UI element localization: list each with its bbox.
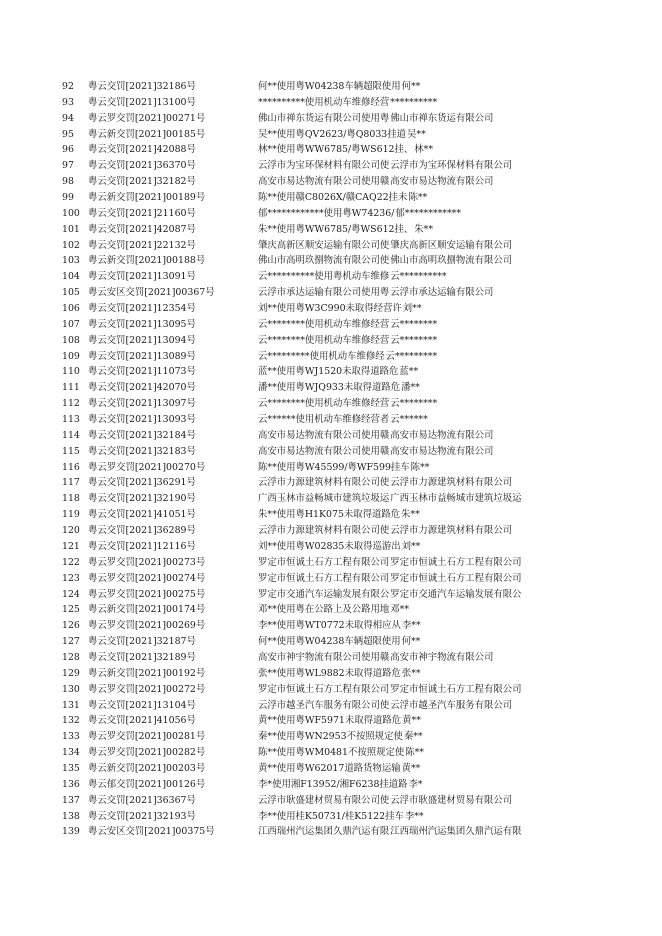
table-row	[0, 475, 662, 491]
case-description	[258, 174, 578, 190]
party-name: 罗定市恒诚土石方工程有限公司	[390, 556, 522, 568]
penalty-document-number: 粤云郁交罚[2021]00126号	[88, 778, 206, 790]
party-name: 陈**	[410, 461, 430, 473]
party-name: 罗定市恒诚土石方工程有限公司	[390, 683, 522, 695]
table-row	[0, 364, 662, 380]
row-number: 123	[62, 572, 80, 584]
row-number: 105	[62, 287, 80, 299]
case-description	[258, 285, 578, 301]
party-name: 何**	[401, 636, 421, 648]
case-description	[258, 111, 578, 127]
violation-summary: 云浮市越圣汽车服务有限公司使	[258, 699, 390, 711]
case-description	[258, 793, 578, 809]
penalty-document-number: 粤云交罚[2021]13094号	[88, 334, 196, 346]
case-description	[258, 587, 578, 603]
row-number: 119	[62, 509, 80, 521]
penalty-document-number: 粤云新交罚[2021]00188号	[88, 255, 206, 267]
penalty-document-number: 粤云交罚[2021]12116号	[88, 540, 196, 552]
party-name: 佛山市禅东货运有限公司	[390, 112, 494, 124]
case-description	[258, 761, 578, 777]
party-name: 高安市神宇物流有限公司	[390, 651, 494, 663]
party-name: 蓝**	[399, 366, 419, 378]
violation-summary: 高安市易达物流有限公司使用赣	[258, 429, 390, 441]
row-number: 93	[62, 96, 74, 108]
penalty-document-number: 粤云交罚[2021]12354号	[88, 303, 196, 315]
case-description	[258, 777, 578, 793]
case-description	[258, 269, 578, 285]
violation-summary: 云********使用机动车维修经营	[258, 334, 390, 346]
table-row	[0, 682, 662, 698]
violation-summary: 黄**使用粤WF5971未取得道路危	[258, 715, 402, 727]
penalty-document-number: 粤云交罚[2021]41056号	[88, 715, 196, 727]
case-description	[258, 444, 578, 460]
penalty-document-number: 粤云新交罚[2021]00189号	[88, 192, 206, 204]
party-name: 高安市易达物流有限公司	[390, 445, 494, 457]
party-name: 李*	[408, 778, 423, 790]
violation-summary: 何**使用粤W04238车辆超限使用	[258, 636, 401, 648]
violation-summary: 云**********使用粤机动车维修	[258, 271, 390, 283]
case-description	[258, 555, 578, 571]
penalty-document-number: 粤云罗交罚[2021]00282号	[88, 747, 206, 759]
case-description	[258, 142, 578, 158]
row-number: 102	[62, 239, 80, 251]
row-number: 138	[62, 810, 80, 822]
penalty-document-number: 粤云交罚[2021]13093号	[88, 414, 196, 426]
violation-summary: 陈**使用粤WM0481不按照规定使	[258, 747, 405, 759]
row-number: 92	[62, 81, 74, 92]
penalty-document-number: 粤云交罚[2021]11073号	[88, 366, 196, 378]
penalty-document-number: 粤云罗交罚[2021]00271号	[88, 112, 206, 124]
table-row	[0, 206, 662, 222]
party-name: 广西玉林市益畅城市建筑垃圾运	[390, 493, 522, 505]
penalty-document-number: 粤云交罚[2021]21160号	[88, 207, 196, 219]
violation-summary: 江西瑞州汽运集团久鼎汽运有限	[258, 826, 390, 838]
case-description	[258, 333, 578, 349]
penalty-document-number: 粤云罗交罚[2021]00269号	[88, 620, 206, 632]
violation-summary: 云浮市耿盛建材贸易有限公司使	[258, 794, 390, 806]
row-number: 96	[62, 144, 74, 156]
violation-summary: 吴**使用粤QV2623/粤Q8033挂道	[258, 128, 407, 140]
violation-summary: 佛山市禅东货运有限公司使用粤	[258, 112, 390, 124]
row-number: 122	[62, 556, 80, 568]
row-number: 129	[62, 667, 80, 679]
penalty-document-number: 粤云罗交罚[2021]00274号	[88, 572, 206, 584]
party-name: 何**	[401, 81, 421, 92]
case-description	[258, 602, 578, 618]
violation-summary: 肇庆高新区顺安运输有限公司使	[258, 239, 390, 251]
penalty-document-number: 粤云交罚[2021]32193号	[88, 810, 196, 822]
table-row	[0, 555, 662, 571]
table-row	[0, 396, 662, 412]
row-number: 111	[62, 382, 80, 394]
party-name: 黄**	[402, 715, 421, 727]
table-row	[0, 602, 662, 618]
penalty-document-number: 粤云交罚[2021]36289号	[88, 525, 196, 537]
table-row	[0, 793, 662, 809]
row-number: 136	[62, 778, 80, 790]
party-name: 云*********	[385, 350, 438, 362]
party-name: 云浮市力源建筑材料有限公司	[390, 477, 513, 489]
row-number: 135	[62, 762, 80, 774]
violation-summary: 云********使用机动车维修经营	[258, 398, 390, 410]
penalty-document-number: 粤云交罚[2021]42087号	[88, 223, 196, 235]
case-description	[258, 650, 578, 666]
row-number: 127	[62, 636, 80, 648]
violation-summary: 云********使用机动车维修经营	[258, 318, 390, 330]
row-number: 108	[62, 334, 80, 346]
penalty-document-number: 粤云交罚[2021]13089号	[88, 350, 196, 362]
case-description	[258, 666, 578, 682]
penalty-document-number: 粤云安区交罚[2021]00367号	[88, 287, 215, 299]
party-name: 张**	[401, 667, 421, 679]
violation-summary: 罗定市恒诚土石方工程有限公司	[258, 556, 390, 568]
table-row	[0, 491, 662, 507]
penalty-document-number: 粤云交罚[2021]13097号	[88, 398, 196, 410]
violation-summary: 黄**使用粤W62017道路货物运输	[258, 762, 401, 774]
case-description	[258, 95, 578, 111]
penalty-document-number: 粤云罗交罚[2021]00275号	[88, 588, 206, 600]
table-row	[0, 222, 662, 238]
party-name: 佛山市高明玖捌物流有限公司	[390, 255, 513, 267]
party-name: **********	[390, 96, 438, 108]
row-number: 116	[62, 461, 80, 473]
party-name: 云浮市越圣汽车服务有限公司	[390, 699, 513, 711]
penalty-document-number: 粤云交罚[2021]42070号	[88, 382, 196, 394]
violation-summary: 李**使用粤WT0772未取得相应从	[258, 620, 401, 632]
penalty-document-number: 粤云交罚[2021]36367号	[88, 794, 196, 806]
table-row	[0, 412, 662, 428]
violation-summary: 何**使用粤W04238车辆超限使用	[258, 81, 401, 92]
row-number: 120	[62, 525, 80, 537]
row-number: 134	[62, 747, 80, 759]
party-name: 林**	[414, 144, 434, 156]
table-row	[0, 618, 662, 634]
row-number: 99	[62, 192, 74, 204]
table-row	[0, 111, 662, 127]
party-name: 云浮市为宝环保材料有限公司	[390, 160, 513, 172]
table-row	[0, 79, 662, 95]
case-description	[258, 238, 578, 254]
table-row	[0, 428, 662, 444]
penalty-document-number: 粤云交罚[2021]13095号	[88, 318, 196, 330]
table-row	[0, 142, 662, 158]
party-name: 肇庆高新区顺安运输有限公司	[390, 239, 513, 251]
case-description	[258, 634, 578, 650]
table-row	[0, 190, 662, 206]
table-row	[0, 824, 662, 840]
row-number: 133	[62, 731, 80, 743]
penalty-document-number: 粤云交罚[2021]42088号	[88, 144, 196, 156]
penalty-document-number: 粤云交罚[2021]32184号	[88, 429, 196, 441]
case-description	[258, 618, 578, 634]
violation-summary: 潘**使用粤WJQ933未取得道路危	[258, 382, 401, 394]
row-number: 103	[62, 255, 80, 267]
case-description	[258, 317, 578, 333]
row-number: 132	[62, 715, 80, 727]
penalty-document-number: 粤云新交罚[2021]00185号	[88, 128, 206, 140]
violation-summary: 李**使用桂K50731/桂K5122挂车	[258, 810, 404, 822]
row-number: 124	[62, 588, 80, 600]
party-name: 罗定市交通汽车运输发展有限公	[390, 588, 522, 600]
row-number: 126	[62, 620, 80, 632]
case-description	[258, 364, 578, 380]
violation-summary: 秦**使用粤WN2953不按照规定使	[258, 731, 403, 743]
case-description	[258, 475, 578, 491]
penalty-document-number: 粤云罗交罚[2021]00272号	[88, 683, 206, 695]
penalty-document-number: 粤云交罚[2021]13091号	[88, 271, 196, 283]
penalty-document-number: 粤云交罚[2021]32186号	[88, 81, 196, 92]
table-row	[0, 761, 662, 777]
violation-summary: 罗定市恒诚土石方工程有限公司	[258, 683, 390, 695]
table-row	[0, 777, 662, 793]
row-number: 106	[62, 303, 80, 315]
case-description	[258, 824, 578, 840]
table-row	[0, 269, 662, 285]
penalty-document-number: 粤云罗交罚[2021]00270号	[88, 461, 206, 473]
violation-summary: 佛山市高明玖捌物流有限公司使	[258, 255, 390, 267]
party-name: 高安市易达物流有限公司	[390, 176, 494, 188]
party-name: 陈**	[405, 747, 424, 759]
table-row	[0, 571, 662, 587]
case-description	[258, 158, 578, 174]
party-name: 云********	[390, 318, 438, 330]
case-description	[258, 380, 578, 396]
row-number: 118	[62, 493, 80, 505]
party-name: 潘**	[401, 382, 420, 394]
case-description	[258, 539, 578, 555]
table-row	[0, 127, 662, 143]
party-name: 云浮市耿盛建材贸易有限公司	[390, 794, 513, 806]
row-number: 114	[62, 429, 80, 441]
row-number: 125	[62, 604, 80, 616]
violation-summary: 邓**使用粤在公路上及公路用地	[258, 604, 390, 616]
penalty-document-number: 粤云交罚[2021]36291号	[88, 477, 196, 489]
party-name: 云******	[390, 414, 428, 426]
row-number: 139	[62, 826, 80, 838]
violation-summary: 蓝**使用粤WJ1520未取得道路危	[258, 366, 399, 378]
violation-summary: 朱**使用粤H1K075未取得道路危	[258, 509, 401, 521]
row-number: 101	[62, 223, 80, 235]
party-name: 云浮市承达运输有限公司	[390, 287, 494, 299]
penalty-document-number: 粤云交罚[2021]36370号	[88, 160, 196, 172]
table-row	[0, 809, 662, 825]
violation-summary: 张**使用粤WL9882未取得道路危	[258, 667, 401, 679]
case-description	[258, 682, 578, 698]
table-row	[0, 539, 662, 555]
row-number: 98	[62, 176, 74, 188]
case-description	[258, 349, 578, 365]
party-name: 秦**	[403, 731, 423, 743]
table-row	[0, 349, 662, 365]
table-row	[0, 380, 662, 396]
table-row	[0, 174, 662, 190]
case-description	[258, 809, 578, 825]
case-description	[258, 301, 578, 317]
table-row	[0, 729, 662, 745]
row-number: 131	[62, 699, 80, 711]
violation-summary: **********使用机动车维修经营	[258, 96, 390, 108]
violation-summary: 云******使用机动车维修经营者	[258, 414, 390, 426]
violation-summary: 刘**使用粤W02835未取得巡游出	[258, 540, 401, 552]
party-name: 邓**	[390, 604, 410, 616]
row-number: 109	[62, 350, 80, 362]
table-row	[0, 634, 662, 650]
penalty-document-number: 粤云交罚[2021]32189号	[88, 651, 196, 663]
penalty-document-number: 粤云交罚[2021]32182号	[88, 176, 196, 188]
violation-summary: 林**使用粤WW6785/粤WS612挂、	[258, 144, 414, 156]
party-name: 李**	[401, 620, 421, 632]
row-number: 137	[62, 794, 80, 806]
penalty-document-number: 粤云交罚[2021]13104号	[88, 699, 196, 711]
row-number: 104	[62, 271, 80, 283]
row-number: 94	[62, 112, 74, 124]
violation-summary: 云浮市承达运输有限公司使用粤	[258, 287, 390, 299]
penalty-document-number: 粤云交罚[2021]22132号	[88, 239, 196, 251]
case-description	[258, 222, 578, 238]
row-number: 113	[62, 414, 80, 426]
party-name: 云浮市力源建筑材料有限公司	[390, 525, 513, 537]
row-number: 117	[62, 477, 80, 489]
case-description	[258, 713, 578, 729]
row-number: 112	[62, 398, 80, 410]
table-row	[0, 587, 662, 603]
case-description	[258, 127, 578, 143]
penalty-document-number: 粤云交罚[2021]41051号	[88, 509, 196, 521]
violation-summary: 广西玉林市益畅城市建筑垃圾运	[258, 493, 390, 505]
row-number: 115	[62, 445, 80, 457]
table-row	[0, 333, 662, 349]
party-name: 高安市易达物流有限公司	[390, 429, 494, 441]
violation-summary: 云浮市力源建筑材料有限公司使	[258, 525, 390, 537]
case-description	[258, 698, 578, 714]
table-row	[0, 460, 662, 476]
penalty-document-number: 粤云罗交罚[2021]00273号	[88, 556, 206, 568]
party-name: 吴**	[407, 128, 426, 140]
violation-summary: 陈**使用赣C8026X/赣CAQ22挂未	[258, 192, 408, 204]
party-name: 郁************	[395, 207, 462, 219]
case-description	[258, 412, 578, 428]
table-row	[0, 444, 662, 460]
table-row	[0, 650, 662, 666]
penalty-document-number: 粤云新交罚[2021]00203号	[88, 762, 206, 774]
case-description	[258, 523, 578, 539]
case-description	[258, 491, 578, 507]
penalty-document-number: 粤云交罚[2021]13100号	[88, 96, 196, 108]
table-row	[0, 698, 662, 714]
row-number: 100	[62, 207, 80, 219]
case-description	[258, 745, 578, 761]
violation-summary: 云*********使用机动车维修经	[258, 350, 385, 362]
table-row	[0, 158, 662, 174]
row-number: 97	[62, 160, 74, 172]
case-description	[258, 729, 578, 745]
violation-summary: 李*使用湘F13952/湘F6238挂道路	[258, 778, 408, 790]
party-name: 黄**	[401, 762, 421, 774]
table-row	[0, 666, 662, 682]
case-description	[258, 190, 578, 206]
violation-summary: 陈**使用粤W45599/粤WF599挂车	[258, 461, 410, 473]
party-name: 刘**	[402, 303, 422, 315]
penalty-document-number: 粤云罗交罚[2021]00281号	[88, 731, 206, 743]
party-name: 云**********	[390, 271, 447, 283]
table-row	[0, 253, 662, 269]
party-name: 罗定市恒诚土石方工程有限公司	[390, 572, 522, 584]
case-description	[258, 507, 578, 523]
violation-summary: 云浮市力源建筑材料有限公司使	[258, 477, 390, 489]
violation-summary: 高安市神宇物流有限公司使用赣	[258, 651, 390, 663]
row-number: 95	[62, 128, 74, 140]
case-description	[258, 79, 578, 95]
penalty-document-number: 粤云新交罚[2021]00192号	[88, 667, 206, 679]
row-number: 130	[62, 683, 80, 695]
table-row	[0, 301, 662, 317]
party-name: 云********	[390, 334, 438, 346]
violation-summary: 刘**使用粤W3C990未取得经营许	[258, 303, 402, 315]
penalty-document-number: 粤云交罚[2021]32183号	[88, 445, 196, 457]
case-description	[258, 253, 578, 269]
table-row	[0, 95, 662, 111]
party-name: 陈**	[408, 192, 428, 204]
party-name: 刘**	[401, 540, 421, 552]
table-row	[0, 745, 662, 761]
penalty-table	[0, 79, 662, 840]
party-name: 李**	[404, 810, 424, 822]
violation-summary: 云浮市为宝环保材料有限公司使	[258, 160, 390, 172]
party-name: 云********	[390, 398, 438, 410]
violation-summary: 罗定市恒诚土石方工程有限公司	[258, 572, 390, 584]
violation-summary: 罗定市交通汽车运输发展有限公	[258, 588, 390, 600]
penalty-document-number: 粤云安区交罚[2021]00375号	[88, 826, 215, 838]
penalty-document-number: 粤云交罚[2021]32190号	[88, 493, 196, 505]
party-name: 朱**	[414, 223, 434, 235]
case-description	[258, 460, 578, 476]
party-name: 江西瑞州汽运集团久鼎汽运有限	[390, 826, 522, 838]
table-row	[0, 523, 662, 539]
case-description	[258, 206, 578, 222]
row-number: 110	[62, 366, 80, 378]
violation-summary: 朱**使用粤WW6785/粤WS612挂、	[258, 223, 414, 235]
table-row	[0, 713, 662, 729]
case-description	[258, 396, 578, 412]
row-number: 121	[62, 540, 80, 552]
table-row	[0, 285, 662, 301]
violation-summary: 高安市易达物流有限公司使用赣	[258, 445, 390, 457]
table-row	[0, 317, 662, 333]
case-description	[258, 571, 578, 587]
violation-summary: 高安市易达物流有限公司使用赣	[258, 176, 390, 188]
penalty-document-number: 粤云交罚[2021]32187号	[88, 636, 196, 648]
case-description	[258, 428, 578, 444]
row-number: 107	[62, 318, 80, 330]
penalty-document-number: 粤云新交罚[2021]00174号	[88, 604, 206, 616]
row-number: 128	[62, 651, 80, 663]
violation-summary: 郁************使用粤W74236/	[258, 207, 395, 219]
party-name: 朱**	[401, 509, 420, 521]
table-row	[0, 238, 662, 254]
table-row	[0, 507, 662, 523]
